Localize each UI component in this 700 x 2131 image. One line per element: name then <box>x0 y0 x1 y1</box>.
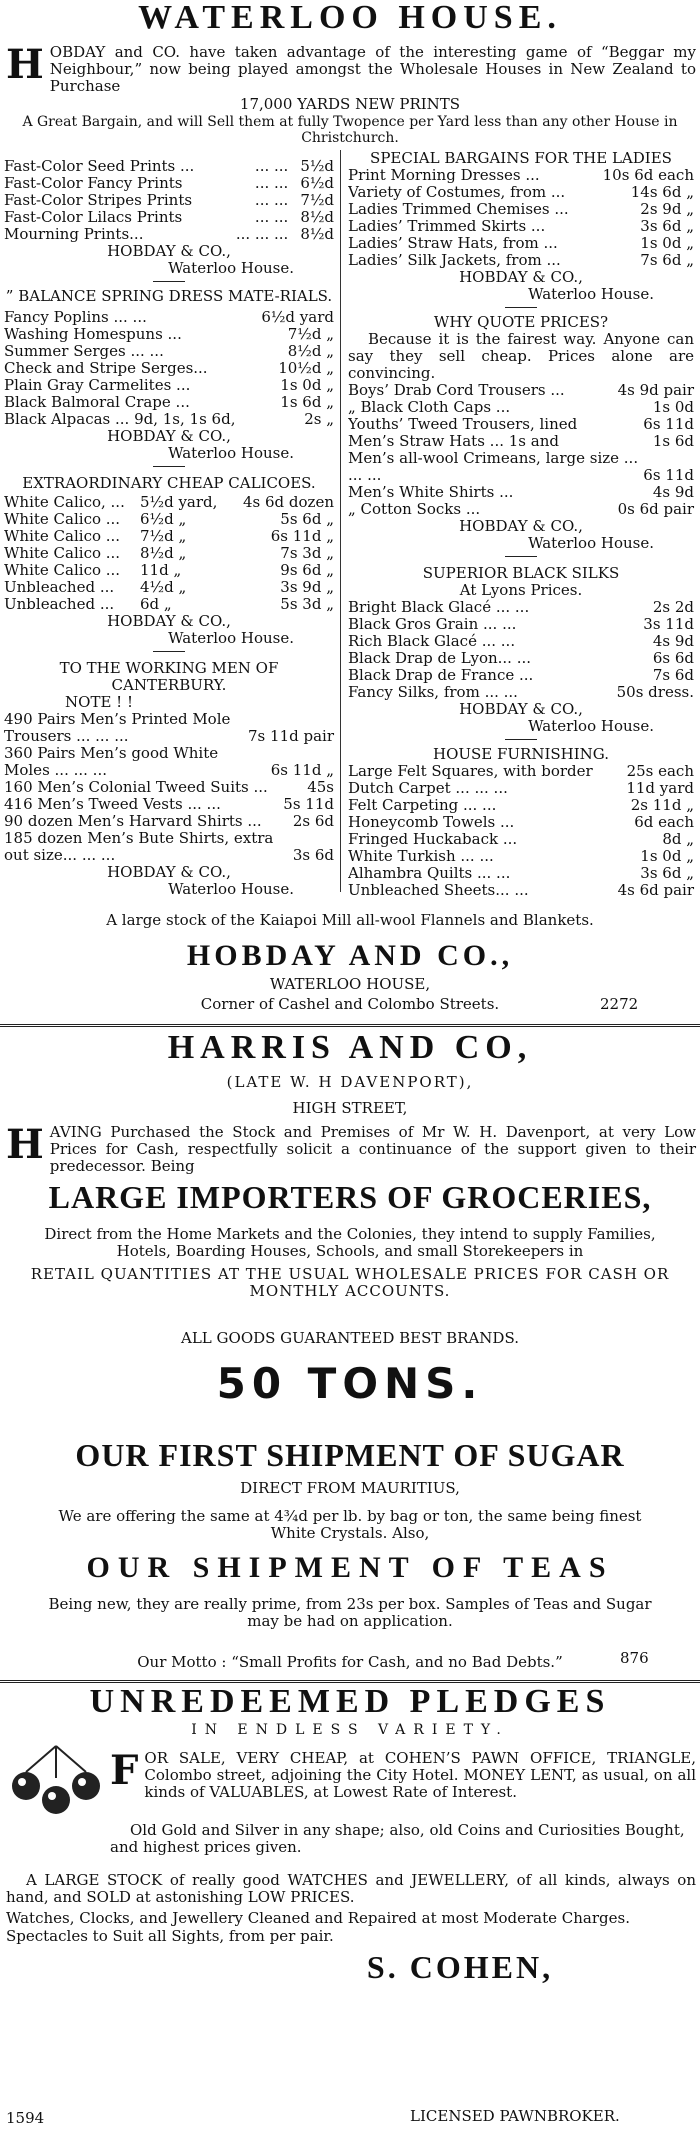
direct-text: Direct from the Home Markets and the Colonies, they intend to supply Families, Hotels, Boarding Houses, Schools, and small Storekeepers in <box>44 1225 656 1260</box>
list-item: 360 Pairs Men’s good White Moles ... ... ... 6s 11d „ <box>4 745 334 779</box>
harris-intro <box>6 1121 696 1175</box>
list-item: Men’s Straw Hats ... 1s and 1s 6d <box>348 432 694 450</box>
cohen-text: OR SALE, VERY CHEAP, at COHEN’S PAWN OFFICE, TRIANGLE, Colombo street, adjoining the City Hotel. MONEY LENT, as usual, on all kinds of VALUABLES, at Lowest Rate of Interest. <box>144 1749 696 1801</box>
house-title: HOUSE FURNISHING. <box>432 745 610 763</box>
list-item: Variety of Costumes, from ... 14s 6d „ <box>348 183 694 201</box>
why-title: WHY QUOTE PRICES? <box>433 313 609 331</box>
list-item: 416 Men’s Tweed Vests ... ... 5s 11d <box>4 795 334 813</box>
list-item: Ladies’ Trimmed Skirts ... 3s 6d „ <box>348 217 694 235</box>
special-list <box>348 167 694 303</box>
calico-list <box>4 494 334 647</box>
list-item: White Turkish ... ... 1s 0d „ <box>348 847 694 865</box>
why-text: Because it is the fairest way. Anyone can say they sell cheap. Prices alone are convincing. <box>348 330 694 382</box>
list-item: Mourning Prints... ... ... ... 8½d <box>4 225 334 243</box>
list-item: Fancy Silks, from ... ... 50s dress. <box>348 683 694 701</box>
signature-house: Waterloo House. <box>528 285 654 303</box>
kaiapoi-line: A large stock of the Kaiapoi Mill all-wool Flannels and Blankets. <box>106 911 594 929</box>
list-item: 185 dozen Men’s Bute Shirts, extra out size... ... ... 3s 6d <box>4 830 334 864</box>
dress-list <box>4 309 334 462</box>
signature-house: Waterloo House. <box>168 259 294 277</box>
signature-house: Waterloo House. <box>528 717 654 735</box>
why-list <box>348 382 694 552</box>
list-item: Black Gros Grain ... ... 3s 11d <box>348 615 694 633</box>
list-item: Men’s White Shirts ... 4s 9d <box>348 483 694 501</box>
first-shipment: OUR FIRST SHIPMENT OF SUGAR <box>75 1437 625 1473</box>
waterloo-intro <box>6 41 696 95</box>
list-item: 160 Men’s Colonial Tweed Suits ... 45s <box>4 778 334 796</box>
signature: HOBDAY & CO., <box>459 517 583 535</box>
waterloo-left-column <box>4 150 334 898</box>
large-importers: LARGE IMPORTERS OF GROCERIES, <box>48 1179 652 1215</box>
dress-title: ” BALANCE SPRING DRESS MATE-RIALS. <box>5 287 333 305</box>
mauritius: DIRECT FROM MAURITIUS, <box>240 1479 460 1497</box>
list-item: Black Balmoral Crape ... 1s 6d „ <box>4 393 334 411</box>
list-item: Honeycomb Towels ... 6d each <box>348 813 694 831</box>
motto: Our Motto : “Small Profits for Cash, and no Bad Debts.” <box>137 1653 563 1671</box>
spectacles-text: Spectacles to Suit all Sights, from per pair. <box>6 1927 334 1945</box>
working-title: TO THE WORKING MEN OF CANTERBURY. <box>59 659 279 694</box>
harris-late: (LATE W. H DAVENPORT), <box>226 1073 474 1091</box>
ad-number: 1594 <box>6 2109 45 2127</box>
list-item: Unbleached Sheets... ... 4s 6d pair <box>348 881 694 899</box>
list-item: Black Drap de France ... 7s 6d <box>348 666 694 684</box>
house-list <box>348 763 694 899</box>
gold-text: Old Gold and Silver in any shape; also, old Coins and Curiosities Bought, and highest prices given. <box>110 1821 685 1856</box>
signature-house: Waterloo House. <box>168 444 294 462</box>
list-item: Plain Gray Carmelites ... 1s 0d „ <box>4 376 334 394</box>
cohen-intro <box>110 1747 696 1801</box>
intro-text: OBDAY and CO. have taken advantage of the interesting game of “Beggar my Neighbour,” now being played amongst the Wholesale Houses in New Zealand to Purchase <box>49 43 696 95</box>
drop-cap: H <box>6 1121 44 1168</box>
list-item: Black Drap de Lyon... ... 6s 6d <box>348 649 694 667</box>
list-item: Boys’ Drab Cord Trousers ... 4s 9d pair <box>348 381 694 399</box>
watches-text: Watches, Clocks, and Jewellery Cleaned and Repaired at most Moderate Charges. <box>6 1909 630 1927</box>
waterloo-title: WATERLOO HOUSE. <box>138 0 562 36</box>
note: NOTE ! ! <box>65 693 133 711</box>
yards-heading: 17,000 YARDS NEW PRINTS <box>239 95 461 113</box>
list-item: White Calico ... 11d „ 9s 6d „ <box>4 561 334 579</box>
list-item: Alhambra Quilts ... ... 3s 6d „ <box>348 864 694 882</box>
list-item: Bright Black Glacé ... ... 2s 2d <box>348 598 694 616</box>
list-item: Felt Carpeting ... ... 2s 11d „ <box>348 796 694 814</box>
signature: HOBDAY & CO., <box>459 700 583 718</box>
list-item: Fringed Huckaback ... 8d „ <box>348 830 694 848</box>
pawn-balls-icon <box>6 1742 106 1822</box>
column-rule <box>340 150 341 892</box>
offering: We are offering the same at 4¾d per lb. by bag or ton, the same being finest White Crystals. Also, <box>58 1507 642 1542</box>
stock-text: A LARGE STOCK of really good WATCHES and JEWELLERY, of all kinds, always on hand, and SOLD at astonishing LOW PRICES. <box>6 1871 696 1906</box>
list-item: Fast-Color Seed Prints ... ... ... 5½d <box>4 157 334 175</box>
ad-number: 876 <box>620 1649 649 1667</box>
list-item: „ Black Cloth Caps ... 1s 0d <box>348 398 694 416</box>
list-item: Ladies Trimmed Chemises ... 2s 9d „ <box>348 200 694 218</box>
list-item: Ladies’ Silk Jackets, from ... 7s 6d „ <box>348 251 694 269</box>
cohen-name: S. COHEN, <box>366 1949 554 1985</box>
list-item: Black Alpacas ... 9d, 1s, 1s 6d, 2s „ <box>4 410 334 428</box>
list-item: White Calico ... 8½d „ 7s 3d „ <box>4 544 334 562</box>
list-item: White Calico ... 6½d „ 5s 6d „ <box>4 510 334 528</box>
list-item: 490 Pairs Men’s Printed Mole Trousers ... ... ... 7s 11d pair <box>4 711 334 745</box>
list-item: White Calico ... 7½d „ 6s 11d „ <box>4 527 334 545</box>
harris-title: HARRIS AND CO, <box>167 1029 533 1066</box>
drop-cap: F <box>110 1747 139 1794</box>
teas-text: Being new, they are really prime, from 23s per box. Samples of Teas and Sugar may be had on application. <box>48 1595 652 1630</box>
signature: HOBDAY & CO., <box>107 612 231 630</box>
prints-list <box>4 158 334 277</box>
harris-street: HIGH STREET, <box>292 1099 408 1117</box>
cohen-sub: IN ENDLESS VARIETY. <box>191 1722 509 1738</box>
ad-number: 2272 <box>600 995 639 1013</box>
list-item: Fancy Poplins ... ... 6½d yard <box>4 308 334 326</box>
signature: HOBDAY & CO., <box>459 268 583 286</box>
list-item: White Calico, ... 5½d yard, 4s 6d dozen <box>4 493 334 511</box>
list-item: Dutch Carpet ... ... ... 11d yard <box>348 779 694 797</box>
list-item: Men’s all-wool Crimeans, large size ... ... ... 6s 11d <box>348 450 694 484</box>
signature: HOBDAY & CO., <box>107 863 231 881</box>
drop-cap: H <box>6 41 44 88</box>
list-item: Fast-Color Stripes Prints ... ... 7½d <box>4 191 334 209</box>
divider <box>0 1024 700 1027</box>
teas-heading: OUR SHIPMENT OF TEAS <box>86 1551 614 1584</box>
list-item: Rich Black Glacé ... ... 4s 9d <box>348 632 694 650</box>
bargain-text: A Great Bargain, and will Sell them at fully Twopence per Yard less than any other House in Christchurch. <box>22 114 678 146</box>
calico-title: EXTRAORDINARY CHEAP CALICOES. <box>22 474 316 492</box>
list-item: 90 dozen Men’s Harvard Shirts ... 2s 6d <box>4 812 334 830</box>
special-title: SPECIAL BARGAINS FOR THE LADIES <box>370 149 672 167</box>
cohen-title: UNREDEEMED PLEDGES <box>89 1683 611 1720</box>
list-item: Fast-Color Lilacs Prints ... ... 8½d <box>4 208 334 226</box>
list-item: Unbleached ... 4½d „ 3s 9d „ <box>4 578 334 596</box>
signature-house: Waterloo House. <box>168 880 294 898</box>
working-list <box>4 711 334 898</box>
list-item: Ladies’ Straw Hats, from ... 1s 0d „ <box>348 234 694 252</box>
list-item: Fast-Color Fancy Prints ... ... 6½d <box>4 174 334 192</box>
fifty-tons: 50 TONS. <box>216 1359 484 1408</box>
signature-house: Waterloo House. <box>528 534 654 552</box>
harris-text: AVING Purchased the Stock and Premises of Mr W. H. Davenport, at very Low Prices for Cash, respectfully solicit a continuance of the support given to their predecessor. Being <box>49 1123 696 1175</box>
silks-list <box>348 599 694 735</box>
silks-title: SUPERIOR BLACK SILKS <box>422 564 620 582</box>
list-item: Youths’ Tweed Trousers, lined 6s 11d <box>348 415 694 433</box>
signature: HOBDAY & CO., <box>107 242 231 260</box>
waterloo-house-line: WATERLOO HOUSE, <box>269 975 431 993</box>
list-item: Print Morning Dresses ... 10s 6d each <box>348 166 694 184</box>
list-item: Check and Stripe Serges... 10½d „ <box>4 359 334 377</box>
signature: HOBDAY & CO., <box>107 427 231 445</box>
list-item: „ Cotton Socks ... 0s 6d pair <box>348 500 694 518</box>
signature-house: Waterloo House. <box>168 629 294 647</box>
retail-text: RETAIL QUANTITIES AT THE USUAL WHOLESALE PRICES FOR CASH OR MONTHLY ACCOUNTS. <box>30 1265 670 1300</box>
silks-sub: At Lyons Prices. <box>459 581 583 599</box>
hobday-big: HOBDAY AND CO., <box>186 939 514 972</box>
corner-line: Corner of Cashel and Colombo Streets. <box>200 995 500 1013</box>
guaranteed-text: ALL GOODS GUARANTEED BEST BRANDS. <box>181 1329 519 1347</box>
list-item: Unbleached ... 6d „ 5s 3d „ <box>4 595 334 613</box>
list-item: Summer Serges ... ... 8½d „ <box>4 342 334 360</box>
list-item: Large Felt Squares, with border 25s each <box>348 762 694 780</box>
list-item: Washing Homespuns ... 7½d „ <box>4 325 334 343</box>
licensed: LICENSED PAWNBROKER. <box>410 2107 620 2125</box>
waterloo-right-column <box>348 150 694 899</box>
